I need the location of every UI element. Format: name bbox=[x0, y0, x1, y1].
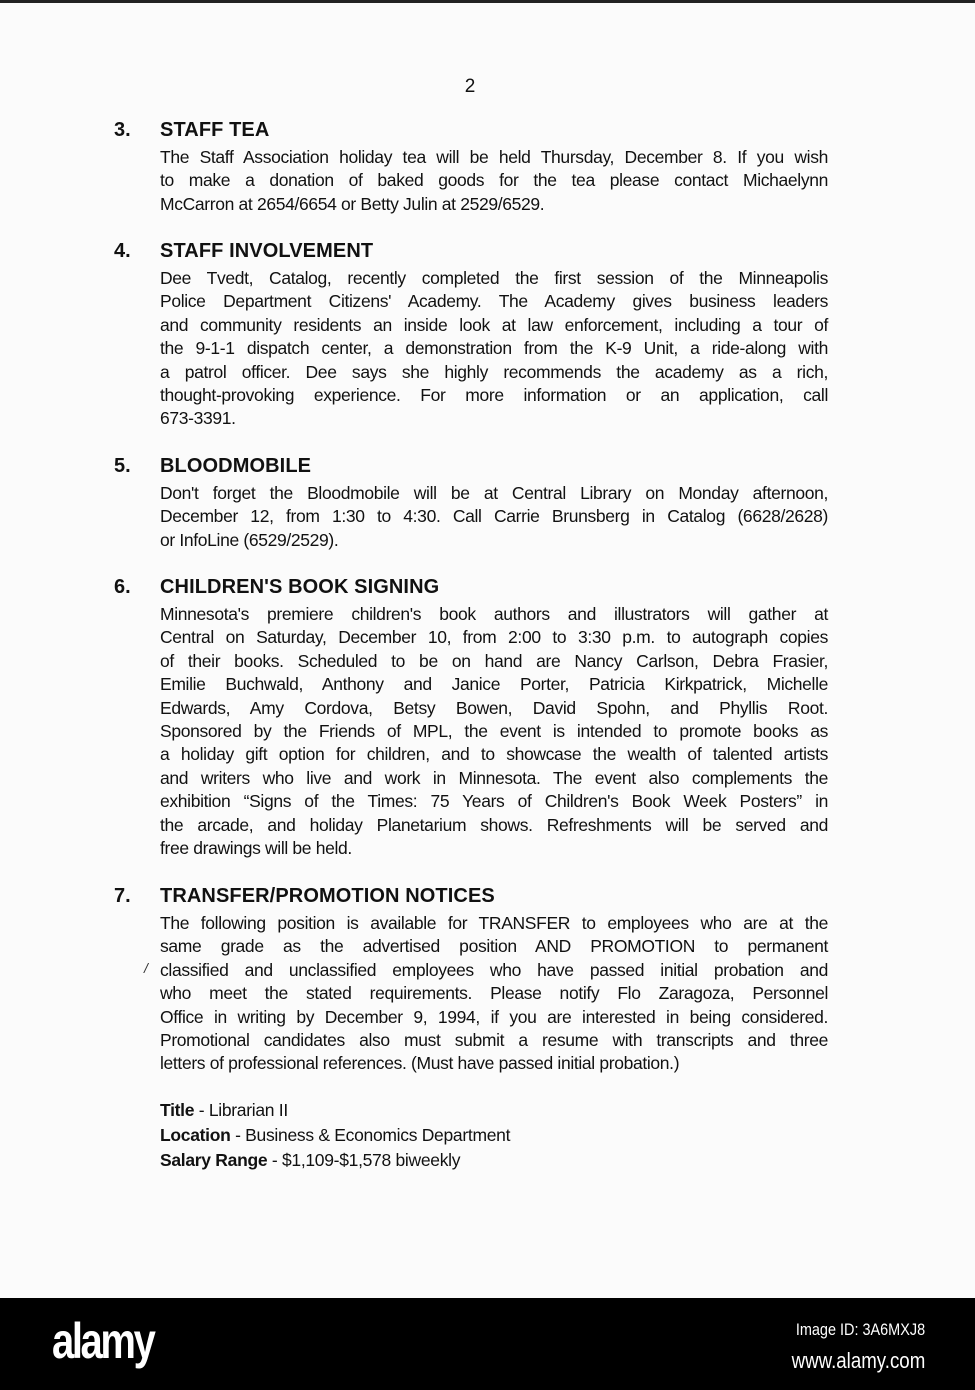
text-line: Sponsored by the Friends of MPL, the event is intended to promote books as bbox=[160, 720, 828, 741]
text-line: Dee Tvedt, Catalog, recently completed the first session of the Minneapolis bbox=[160, 268, 828, 288]
section-heading: STAFF TEA bbox=[160, 119, 270, 141]
text-line: classified and unclassified employees who have passed initial probation and bbox=[160, 959, 828, 980]
section-heading: TRANSFER/PROMOTION NOTICES bbox=[160, 885, 495, 907]
section-body bbox=[160, 267, 828, 431]
text-line: same grade as the advertised position AND PROMOTION to permanent bbox=[160, 936, 828, 957]
margin-mark: / bbox=[144, 960, 148, 976]
text-line: The following position is available for TRANSFER to employees who are at the bbox=[160, 913, 828, 933]
text-line: Emilie Buchwald, Anthony and Janice Porter, Patricia Kirkpatrick, Michelle bbox=[160, 674, 828, 695]
text-line: Don't forget the Bloodmobile will be at Central Library on Monday afternoon, bbox=[160, 483, 828, 503]
text-line: and writers who live and work in Minnesota. The event also complements the bbox=[160, 767, 828, 788]
text-line: the 9-1-1 dispatch center, a demonstration from the K-9 Unit, a ride-along with bbox=[160, 338, 828, 359]
text-line: December 12, from 1:30 to 4:30. Call Carrie Brunsberg in Catalog (6628/2628) bbox=[160, 506, 828, 527]
page-number: 2 bbox=[464, 76, 476, 97]
text-line: a holiday gift option for children, and to showcase the wealth of talented artists bbox=[160, 744, 828, 765]
position-salary bbox=[160, 1150, 460, 1171]
text-line: a patrol officer. Dee says she highly recommends the academy as a rich, bbox=[160, 361, 828, 382]
title-label: Title bbox=[160, 1100, 195, 1120]
text-line: and community residents an inside look at law enforcement, including a tour of bbox=[160, 314, 828, 335]
section-number: 4. bbox=[114, 240, 131, 262]
text-line: Minnesota's premiere children's book authors and illustrators will gather at bbox=[160, 604, 828, 624]
section-heading: BLOODMOBILE bbox=[160, 455, 312, 477]
section-heading: CHILDREN'S BOOK SIGNING bbox=[160, 576, 440, 598]
text-line: free drawings will be held. bbox=[160, 837, 352, 858]
text-line: the arcade, and holiday Planetarium shows. Refreshments will be served and bbox=[160, 814, 828, 835]
salary-label: Salary Range bbox=[160, 1150, 268, 1170]
text-line: who meet the stated requirements. Please notify Flo Zaragoza, Personnel bbox=[160, 983, 828, 1004]
location-label: Location bbox=[160, 1125, 231, 1145]
text-line: Central on Saturday, December 10, from 2:00 to 3:30 p.m. to autograph copies bbox=[160, 627, 828, 648]
section-number: 7. bbox=[114, 885, 131, 907]
text-line: McCarron at 2654/6654 or Betty Julin at 2529/6529. bbox=[160, 193, 545, 214]
title-value: - Librarian II bbox=[194, 1100, 288, 1120]
section-number: 5. bbox=[114, 455, 131, 477]
text-line: exhibition “Signs of the Times: 75 Years of Children's Book Week Posters” in bbox=[160, 791, 828, 812]
text-line: The Staff Association holiday tea will be held Thursday, December 8. If you wish bbox=[160, 147, 828, 167]
text-line: of their books. Scheduled to be on hand are Nancy Carlson, Debra Frasier, bbox=[160, 650, 828, 671]
location-value: - Business & Economics Department bbox=[230, 1125, 511, 1145]
position-title bbox=[160, 1100, 288, 1121]
section-number: 6. bbox=[114, 576, 131, 598]
position-location bbox=[160, 1125, 510, 1146]
text-line: Promotional candidates also must submit a resume with transcripts and three bbox=[160, 1029, 828, 1050]
text-line: thought-provoking experience. For more information or an application, call bbox=[160, 384, 828, 405]
text-line: or InfoLine (6529/2529). bbox=[160, 529, 339, 550]
salary-value: - $1,109-$1,578 biweekly bbox=[267, 1150, 461, 1170]
section-number: 3. bbox=[114, 119, 131, 141]
section-body bbox=[160, 603, 828, 860]
text-line: Office in writing by December 9, 1994, if you are interested in being considered. bbox=[160, 1006, 828, 1027]
section-body bbox=[160, 912, 828, 1076]
text-line: Police Department Citizens' Academy. The Academy gives business leaders bbox=[160, 291, 828, 312]
watermark-url: www.alamy.com bbox=[791, 1348, 925, 1373]
section-body bbox=[160, 482, 828, 552]
top-border bbox=[0, 0, 975, 3]
alamy-logo: alamy bbox=[52, 1313, 154, 1369]
text-line: Edwards, Amy Cordova, Betsy Bowen, David Spohn, and Phyllis Root. bbox=[160, 697, 828, 718]
watermark-footer bbox=[0, 1298, 975, 1390]
text-line: to make a donation of baked goods for the tea please contact Michaelynn bbox=[160, 170, 828, 191]
text-line: letters of professional references. (Must have passed initial probation.) bbox=[160, 1053, 680, 1074]
text-line: 673-3391. bbox=[160, 408, 236, 429]
section-body bbox=[160, 146, 828, 216]
section-heading: STAFF INVOLVEMENT bbox=[160, 240, 374, 262]
image-id: Image ID: 3A6MXJ8 bbox=[795, 1320, 925, 1339]
